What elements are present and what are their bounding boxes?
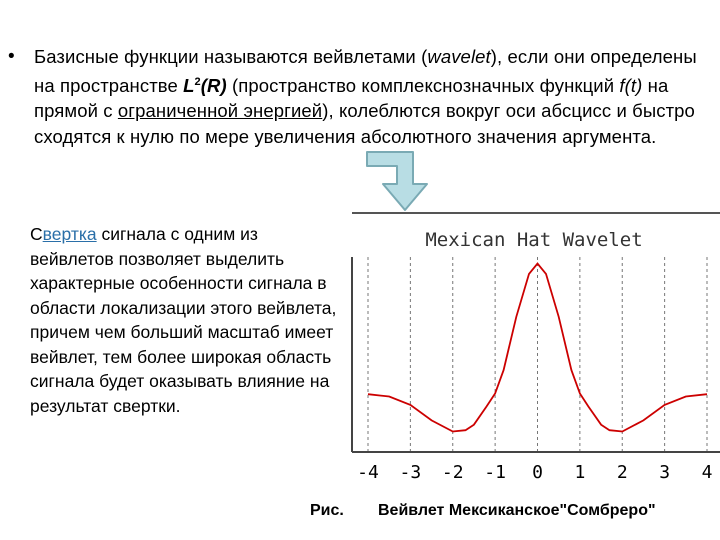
x-tick-label: -3 (399, 462, 422, 483)
x-tick-label: -1 (484, 462, 506, 483)
text-run: ), если они определены на пространстве (34, 46, 697, 96)
bullet-text (34, 44, 714, 149)
x-tick-label: 3 (659, 462, 671, 483)
space-superscript: 2 (194, 75, 201, 88)
bullet-paragraph (8, 44, 714, 149)
mexican-hat-chart (346, 205, 720, 495)
chart-title: Mexican Hat Wavelet (425, 229, 643, 251)
first-letter: С (30, 224, 43, 244)
down-arrow-icon (365, 150, 437, 212)
function-symbol: f(t) (619, 74, 643, 96)
space-symbol: L (183, 74, 195, 96)
x-tick-label: 4 (701, 462, 713, 483)
convolution-paragraph (30, 222, 340, 418)
x-tick-label: 0 (532, 462, 543, 483)
text-run: Базисные функции называются вейвлетами ( (34, 46, 428, 67)
paragraph-text: сигнала с одним из вейвлетов позволяет выделить характерные особенности сигнала в области локализации этого вейвлета, причем чем больший масштаб имеет вейвлет, тем более широкая область сигнала будет оказывать влияние на результат свертки. (30, 224, 337, 416)
wavelet-term: wavelet (427, 46, 491, 67)
figure-label: Рис. (310, 502, 344, 519)
text-run: на прямой с (34, 74, 669, 122)
energy-term: ограниченной энергией (117, 100, 323, 122)
figure-caption: Вейвлет Мексиканское"Сомбреро" (378, 502, 656, 519)
text-run: (пространство комплекснозначных функций (226, 74, 620, 96)
text-run: ), колеблются вокруг оси абсцисс и быстро сходятся к нулю по мере увеличения абсолютного значения аргумента. (34, 100, 695, 147)
x-tick-label: -2 (441, 462, 464, 483)
convolution-link[interactable]: вертка (42, 224, 97, 244)
x-tick-label: 1 (574, 462, 586, 483)
x-tick-label: 2 (616, 462, 628, 483)
space-symbol-arg: (R) (200, 74, 227, 96)
x-tick-label: -4 (357, 462, 379, 483)
bullet-marker: • (8, 46, 15, 67)
